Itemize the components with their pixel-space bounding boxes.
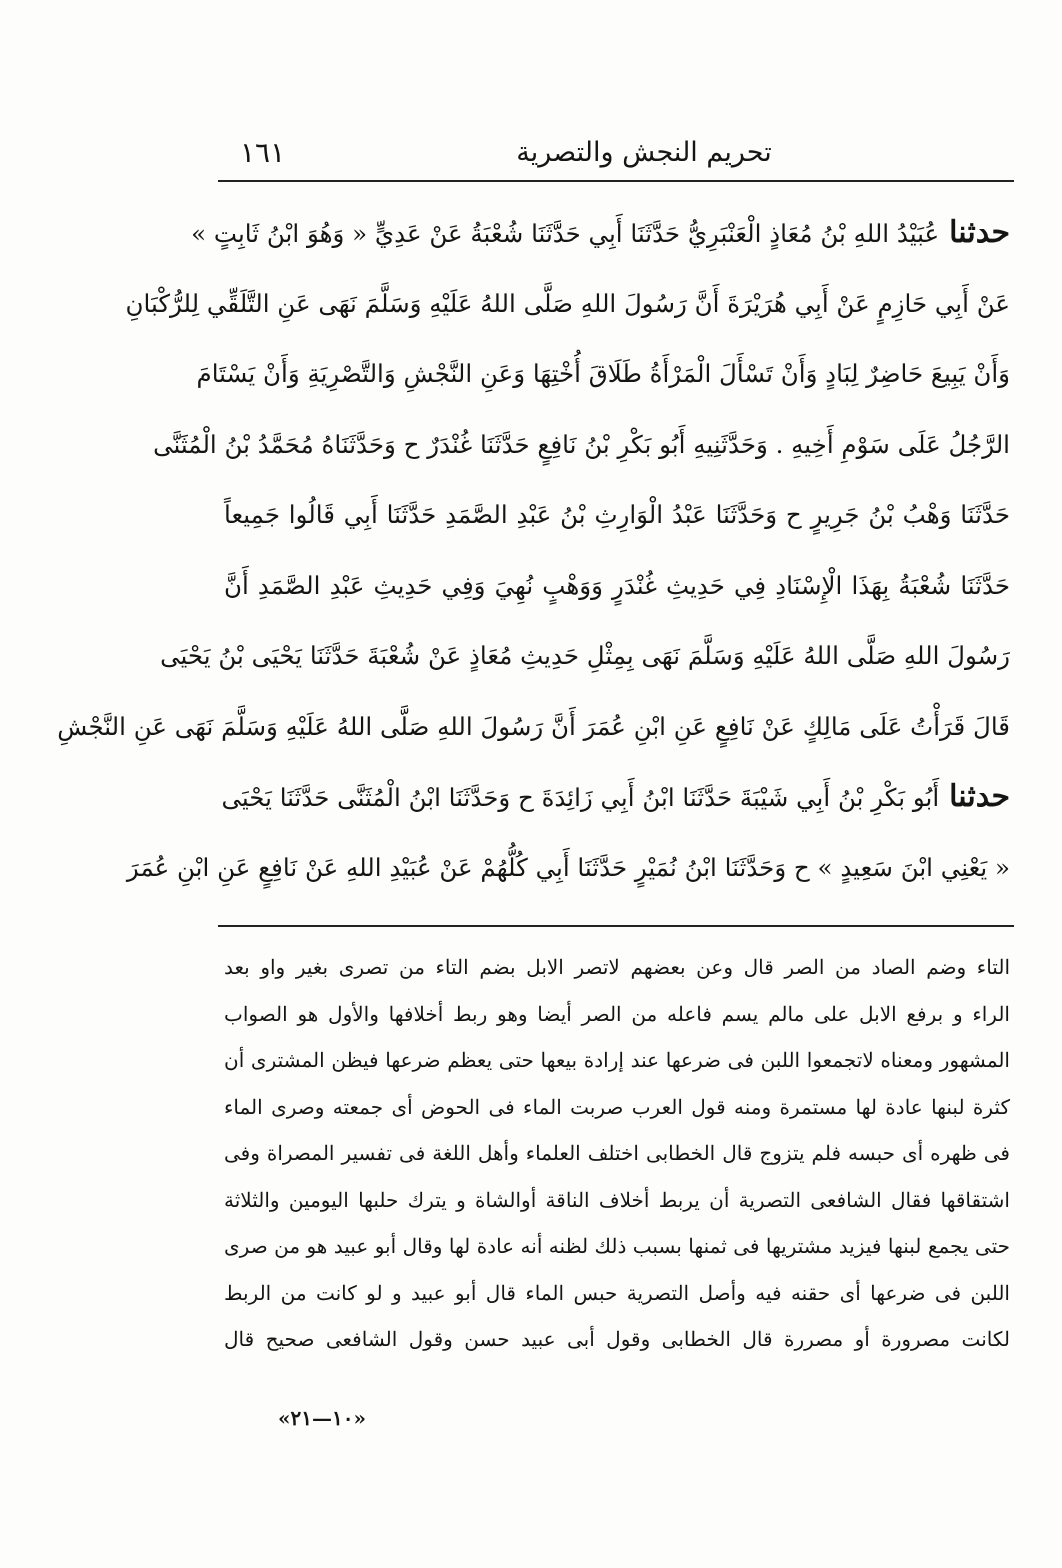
main-line-7: رَسُولَ اللهِ صَلَّى اللهُ عَلَيْهِ وَسَلَّمَ نَهَى بِمِثْلِ حَدِيثِ مُعَاذٍ عَنْ شُعْبَةَ حَدَّثَنَا يَحْيَى بْنُ يَحْيَى bbox=[160, 641, 1010, 670]
main-line-text: أَبُو بَكْرِ بْنُ أَبِي شَيْبَةَ حَدَّثَنَا ابْنُ أَبِي زَائِدَةَ ح وَحَدَّثَنَا ابْنُ الْمُثَنَّى حَدَّثَنَا يَحْيَى bbox=[221, 783, 940, 812]
main-line-text: عُبَيْدُ اللهِ بْنُ مُعَاذٍ الْعَنْبَرِيُّ حَدَّثَنَا أَبِي حَدَّثَنَا شُعْبَةُ عَنْ عَدِيٍّ « وَهُوَ ابْنُ ثَابِتٍ » bbox=[191, 219, 940, 248]
main-line-1 bbox=[191, 198, 1010, 269]
commentary-line-2: الراء و برفع الابل على مالم يسم فاعله من الصر أيضا وهو ربط أخلافها والأول هو الصواب bbox=[224, 1001, 1010, 1026]
commentary-line-6: اشتقاقها فقال الشافعى التصرية أن يربط أخلاف الناقة أوالشاة و يترك حلبها اليومين والثلاثة bbox=[224, 1187, 1010, 1212]
main-line-6: حَدَّثَنَا شُعْبَةُ بِهَذَا الْإِسْنَادِ فِي حَدِيثِ غُنْدَرٍ وَوَهْبٍ نُهِيَ وَفِي حَدِيثِ عَبْدِ الصَّمَدِ أَنَّ bbox=[224, 570, 1010, 600]
page-header bbox=[218, 128, 1014, 180]
main-line-10: « يَعْنِي ابْنَ سَعِيدٍ » ح وَحَدَّثَنَا ابْنُ نُمَيْرٍ حَدَّثَنَا أَبِي كُلُّهُمْ عَنْ عُبَيْدِ اللهِ عَنْ نَافِعٍ عَنِ ابْنِ عُمَرَ bbox=[126, 852, 1010, 882]
main-line-8: قَالَ قَرَأْتُ عَلَى مَالِكٍ عَنْ نَافِعٍ عَنِ ابْنِ عُمَرَ أَنَّ رَسُولَ اللهِ صَلَّى اللهُ عَلَيْهِ وَسَلَّمَ نَهَى عَنِ النَّجْشِ bbox=[57, 711, 1010, 741]
printer-signature: «١٠—٢١» bbox=[278, 1406, 366, 1430]
commentary-line-4: كثرة لبنها عادة لها مستمرة ومنه قول العرب صربت الماء فى الحوض أى جمعته وصرى الماء bbox=[224, 1094, 1010, 1119]
main-line-2: عَنْ أَبِي حَازِمٍ عَنْ أَبِي هُرَيْرَةَ أَنَّ رَسُولَ اللهِ صَلَّى اللهُ عَلَيْهِ وَسَلَّمَ نَهَى عَنِ التَّلَقِّي لِلرُّكْبَانِ bbox=[125, 288, 1010, 318]
commentary-line-9: لكانت مصرورة أو مصررة قال الخطابى وقول أبى عبيد حسن وقول الشافعى صحيح قال bbox=[224, 1327, 1010, 1351]
commentary-divider bbox=[218, 925, 1014, 927]
commentary-line-8: اللبن فى ضرعها أى حقنه فيه وأصل التصرية حبس الماء قال أبو عبيد و لو كانت من الربط bbox=[224, 1280, 1010, 1305]
main-line-5: حَدَّثَنَا وَهْبُ بْنُ جَرِيرٍ ح وَحَدَّثَنَا عَبْدُ الْوَارِثِ بْنُ عَبْدِ الصَّمَدِ حَدَّثَنَا أَبِي قَالُوا جَمِيعاً bbox=[224, 500, 1010, 529]
commentary-text bbox=[224, 944, 1010, 1363]
commentary-line-5: فى ظهره أى حبسه فلم يتزوج قال الخطابى اختلف العلماء وأهل اللغة فى تفسير المصراة وفى bbox=[224, 1141, 1010, 1165]
running-title: تحريم النجش والتصرية bbox=[516, 137, 772, 168]
hadith-text bbox=[57, 198, 1010, 903]
hadith-marker: حدثنا bbox=[949, 215, 1010, 250]
main-line-9 bbox=[221, 762, 1010, 833]
commentary-line-1: التاء وضم الصاد من الصر قال وعن بعضهم لاتصر الابل بضم التاء من تصرى بغير واو بعد bbox=[224, 955, 1010, 979]
main-line-4: الرَّجُلُ عَلَى سَوْمِ أَخِيهِ . وَحَدَّثَنِيهِ أَبُو بَكْرِ بْنُ نَافِعٍ حَدَّثَنَا غُنْدَرٌ ح وَحَدَّثَنَاهُ مُحَمَّدُ بْنُ الْمُثَنَّى bbox=[153, 429, 1010, 459]
page-number: ١٦١ bbox=[240, 136, 286, 169]
main-line-3: وَأَنْ يَبِيعَ حَاضِرٌ لِبَادٍ وَأَنْ تَسْأَلَ الْمَرْأَةُ طَلَاقَ أُخْتِهَا وَعَنِ النَّجْشِ وَالتَّصْرِيَةِ وَأَنْ يَسْتَامَ bbox=[196, 359, 1010, 388]
commentary-line-7: حتى يجمع لبنها فيزيد مشتريها فى ثمنها بسبب ذلك لظنه أنه عادة لها وقال أبو عبيد هو من صرى bbox=[224, 1234, 1010, 1258]
header-divider bbox=[218, 180, 1014, 182]
commentary-line-3: المشهور ومعناه لاتجمعوا اللبن فى ضرعها عند إرادة بيعها حتى يعظم ضرعها فيظن المشترى أن bbox=[224, 1048, 1010, 1072]
hadith-marker: حدثنا bbox=[949, 779, 1010, 814]
